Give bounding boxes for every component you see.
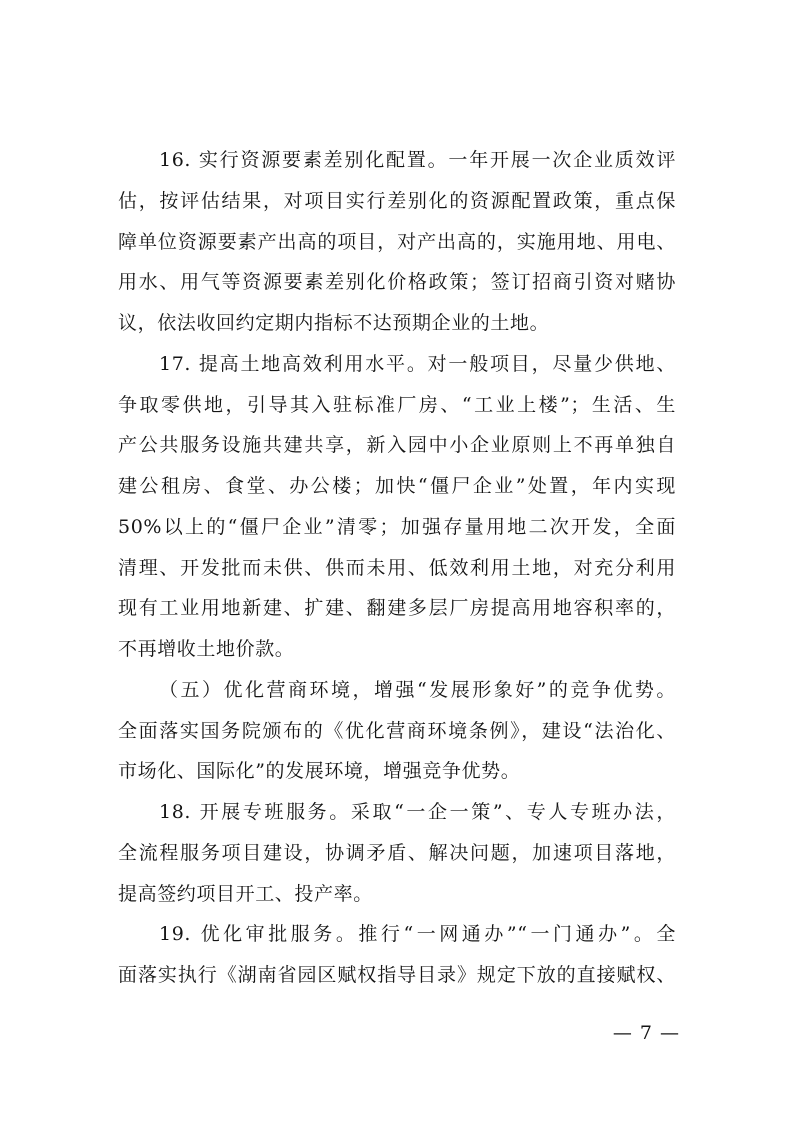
paragraph-item-18 — [118, 792, 676, 914]
paragraph-item-19 — [118, 914, 676, 996]
text-line: 19. 优化审批服务。推行“一网通办”“一门通办”。全 — [159, 923, 676, 946]
section-heading-five — [118, 670, 676, 792]
text-line: 障单位资源要素产出高的项目，对产出高的，实施用地、用电、 — [118, 230, 676, 253]
text-line: 估，按评估结果，对项目实行差别化的资源配置政策，重点保 — [118, 189, 676, 212]
paragraph-item-16 — [118, 140, 676, 344]
text-line: 议，依法收回约定期内指标不达预期企业的土地。 — [118, 312, 550, 334]
text-line: 16. 实行资源要素差别化配置。一年开展一次企业质效评 — [159, 149, 676, 171]
text-line: 用水、用气等资源要素差别化价格政策；签订招商引资对赌协 — [118, 271, 676, 294]
text-line: 全流程服务项目建设，协调矛盾、解决问题，加速项目落地， — [118, 841, 676, 864]
text-line: 不再增收土地价款。 — [118, 638, 295, 660]
text-line: 提高签约项目开工、投产率。 — [118, 882, 373, 905]
text-line: 50%以上的“僵尸企业”清零；加强存量用地二次开发，全面 — [118, 515, 676, 538]
document-body — [118, 140, 676, 996]
text-line: 清理、开发批而未供、供而未用、低效利用土地，对充分利用 — [118, 556, 676, 579]
text-line: 建公租房、食堂、办公楼；加快“僵尸企业”处置，年内实现 — [118, 475, 676, 497]
text-line: 市场化、国际化”的发展环境，增强竞争优势。 — [118, 760, 521, 783]
text-line: 全面落实国务院颁布的《优化营商环境条例》，建设“法治化、 — [118, 719, 676, 742]
text-line: 18. 开展专班服务。采取“一企一策”、专人专班办法， — [159, 801, 676, 823]
text-line: 现有工业用地新建、扩建、翻建多层厂房提高用地容积率的， — [118, 597, 676, 620]
page-number: — 7 — — [612, 1022, 680, 1044]
section-heading-line: （五）优化营商环境，增强“发展形象好”的竞争优势。 — [159, 678, 676, 701]
text-line: 17. 提高土地高效利用水平。对一般项目，尽量少供地、 — [159, 352, 676, 375]
paragraph-item-17 — [118, 344, 676, 670]
text-line: 争取零供地，引导其入驻标准厂房、“工业上楼”；生活、生 — [118, 393, 676, 416]
text-line: 面落实执行《湖南省园区赋权指导目录》规定下放的直接赋权、 — [118, 964, 676, 986]
text-line: 产公共服务设施共建共享，新入园中小企业原则上不再单独自 — [118, 434, 676, 457]
